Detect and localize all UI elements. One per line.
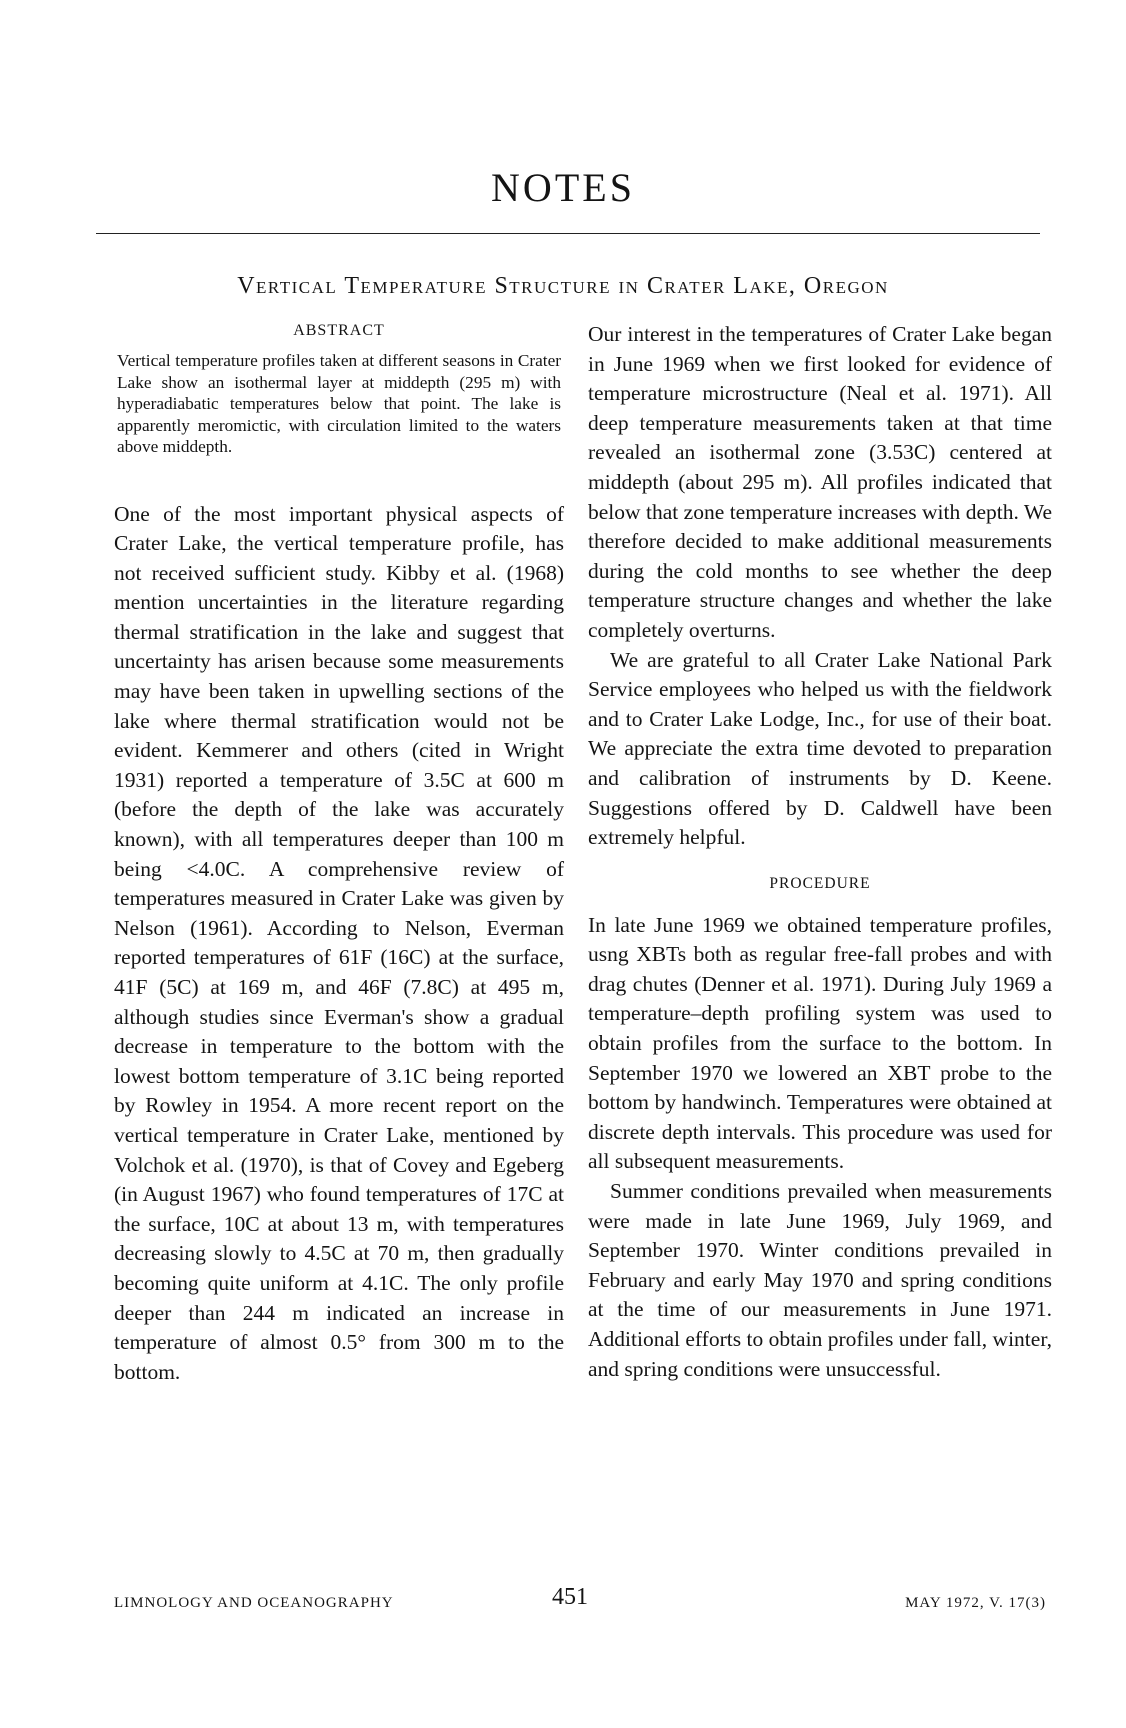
page-number: 451 [552, 1584, 588, 1610]
abstract [114, 322, 564, 458]
section-title: NOTES [491, 165, 635, 210]
footer-issue: MAY 1972, V. 17(3) [905, 1595, 1046, 1611]
footer-journal: LIMNOLOGY AND OCEANOGRAPHY [114, 1595, 394, 1611]
conditions-paragraph: Summer conditions prevailed when measurements were made in late June 1969, July 1969, and September 1970. Winter conditions prevailed in February and early May 1970 and spring conditions at the time of our measurements in June 1971. Additional efforts to obtain profiles under fall, winter, and spring conditions were unsuccessful. [588, 1179, 1052, 1381]
article-title: Vertical Temperature Structure in Crater Lake, Oregon [237, 273, 889, 299]
interest-paragraph: Our interest in the temperatures of Crater Lake began in June 1969 when we first looked for evidence of temperature microstructure (Neal et al. 1971). All deep temperature measurements taken at that time revealed an isothermal zone (3.53C) centered at middepth (about 295 m). All profiles indicated that below that zone temperature increases with depth. We therefore decided to make additional measurements during the cold months to see whether the deep temperature structure changes and whether the lake completely overturns. [588, 322, 1052, 642]
right-column [588, 320, 1052, 1384]
abstract-text: Vertical temperature profiles taken at different seasons in Crater Lake show an isothermal layer at middepth (295 m) with hyperadiabatic temperatures below that point. The lake is apparently meromictic, with circulation limited to the waters above middepth. [117, 351, 561, 456]
procedure-paragraph: In late June 1969 we obtained temperature profiles, usng XBTs both as regular free-fall probes and with drag chutes (Denner et al. 1971). During July 1969 a temperature–depth profiling system was used to obtain profiles from the surface to the bottom. In September 1970 we lowered an XBT probe to the bottom by handwinch. Temperatures were obtained at discrete depth intervals. This procedure was used for all subsequent measurements. [588, 912, 1052, 1174]
acknowledgment-paragraph: We are grateful to all Crater Lake National Park Service employees who helped us with the fieldwork and to Crater Lake Lodge, Inc., for use of their boat. We appreciate the extra time devoted to preparation and calibration of instruments by D. Keene. Suggestions offered by D. Caldwell have been extremely helpful. [588, 647, 1052, 850]
abstract-heading: ABSTRACT [293, 322, 385, 339]
procedure-heading: PROCEDURE [769, 874, 871, 892]
intro-paragraph: One of the most important physical aspects of Crater Lake, the vertical temperature profile, has not received sufficient study. Kibby et al. (1968) mention uncertainties in the literature regarding thermal stratification in the lake and suggest that uncertainty has arisen because some measurements may have been taken in upwelling sections of the lake where thermal stratification would not be evident. Kemmerer and others (cited in Wright 1931) reported a temperature of 3.5C at 600 m (before the depth of the lake was accurately known), with all temperatures deeper than 100 m being <4.0C. A comprehensive review of temperatures measured in Crater Lake was given by Nelson (1961). According to Nelson, Everman reported temperatures of 61F (16C) at the surface, 41F (5C) at 169 m, and 46F (7.8C) at 495 m, although studies since Everman's show a gradual decrease in temperature to the bottom with the lowest bottom temperature of 3.1C being reported by Rowley in 1954. A more recent report on the vertical temperature in Crater Lake, mentioned by Volchok et al. (1970), is that of Covey and Egeberg (in August 1967) who found temperatures of 17C at the surface, 10C at about 13 m, with temperatures decreasing slowly to 4.5C at 70 m, then gradually becoming quite uniform at 4.1C. The only profile deeper than 244 m indicated an increase in temperature of almost 0.5° from 300 m to the bottom. [114, 501, 564, 1384]
header-rule [96, 233, 1040, 234]
left-column [114, 322, 564, 1387]
